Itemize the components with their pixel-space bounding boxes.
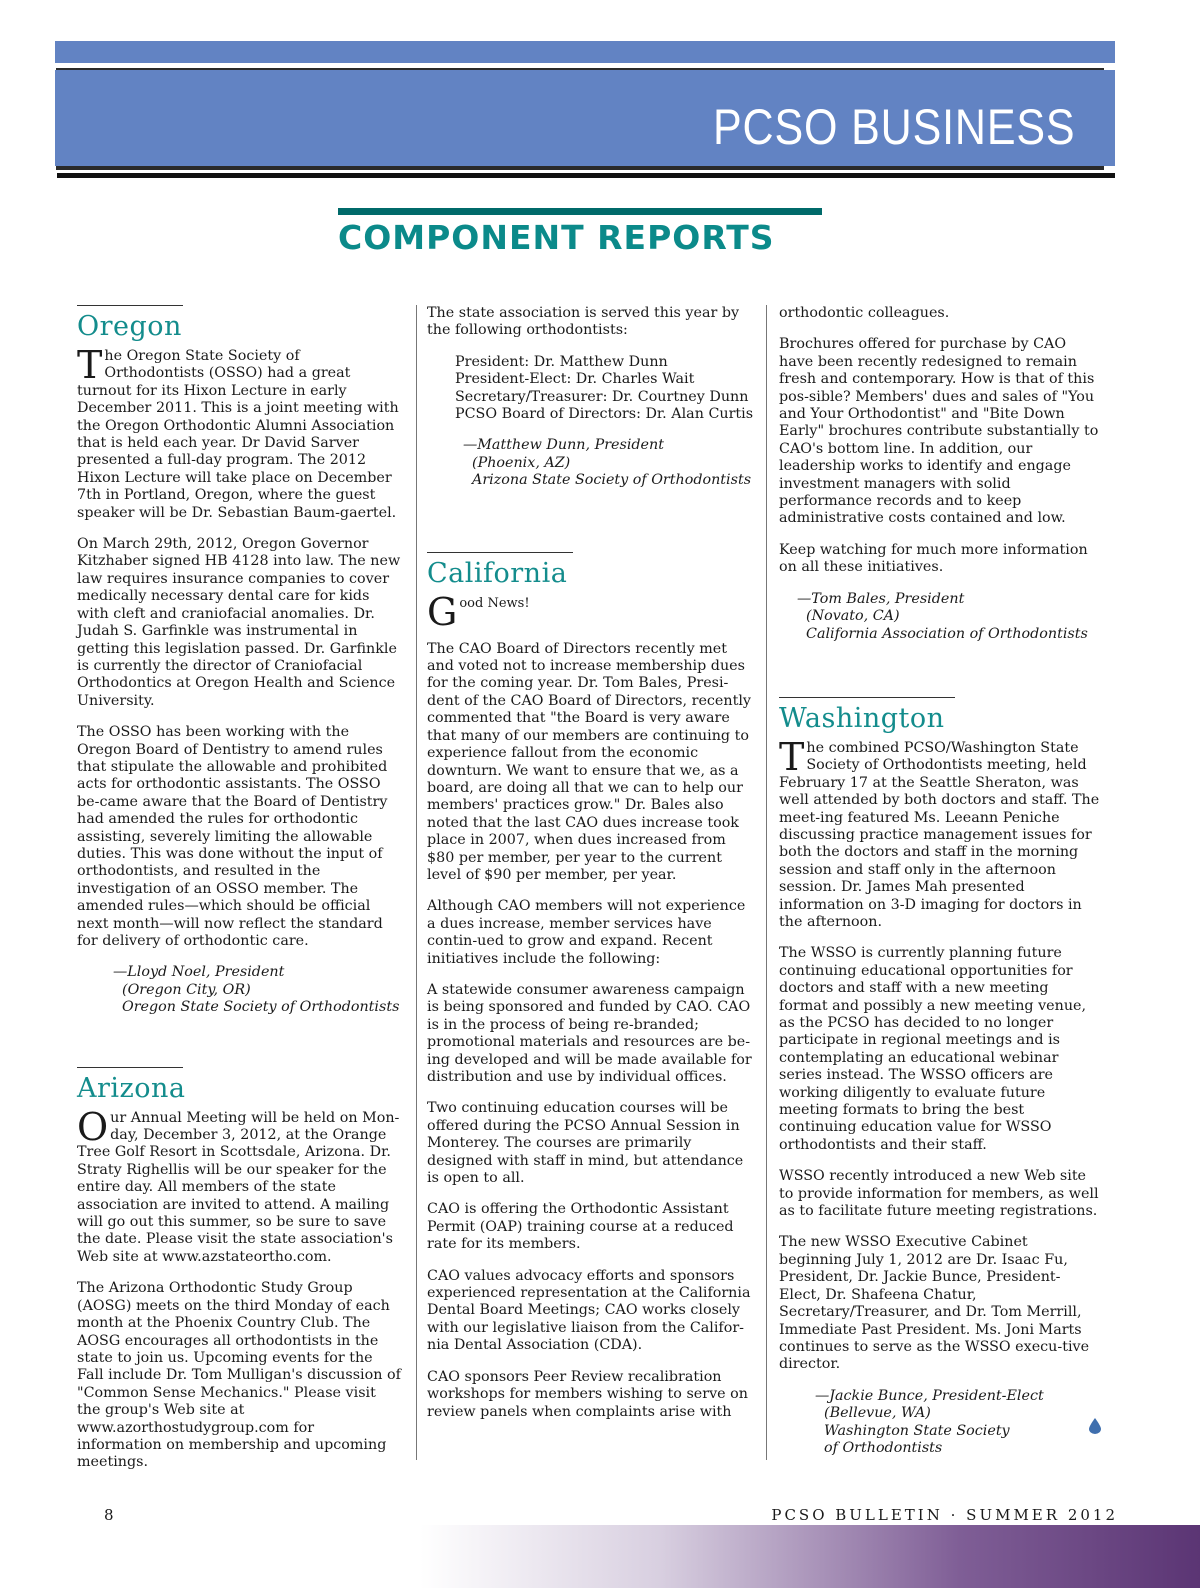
column-1 [77, 305, 403, 1486]
dropcap: T [77, 343, 103, 387]
column-2 [427, 305, 757, 1435]
heading-arizona: Arizona [77, 1072, 186, 1104]
header-rule [57, 173, 1115, 178]
heading-california: California [427, 557, 568, 589]
washington-paragraph: WSSO recently introduced a new Web site to provide information for members, as well as to facilitate future meeting registrations. [779, 1168, 1099, 1220]
header-title: PCSO BUSINESS [712, 99, 1075, 155]
california-paragraph: orthodontic colleagues. [779, 305, 950, 321]
heading-rule [779, 697, 955, 698]
california-paragraph: CAO values advocacy efforts and sponsors experienced representation at the California Dental Board Meetings; CAO works closely with our legislative liaison from the Califor-nia Dental Association (CDA). [427, 1267, 751, 1354]
oregon-paragraph: On March 29th, 2012, Oregon Governor Kitzhaber signed HB 4128 into law. The new law requires insurance companies to cover medically necessary dental care for kids with cleft and craniofacial anomalies. Dr. Judah S. Garfinkle was instrumental in getting this legislation passed. Dr. Garfinkle is currently the director of Craniofacial Orthodontics at Oregon Health and Science University. [77, 536, 401, 709]
header-band-top [55, 41, 1115, 63]
california-paragraph: Keep watching for much more information on all these initiatives. [779, 541, 1088, 576]
footer-gradient-bar [0, 1525, 1200, 1588]
heading-rule [427, 552, 573, 553]
california-paragraph: CAO is offering the Orthodontic Assistant Permit (OAP) training course at a reduced rate for its members. [427, 1201, 734, 1253]
oregon-paragraph: The Oregon State Society of Orthodontists (OSSO) had a great turnout for its Hixon Lecture in early December 2011. This is a joint meeting with the Oregon Orthodontic Alumni Association that is held each year. Dr David Sarver presented a full-day program. The 2012 Hixon Lecture will take place on December 7th in Portland, Oregon, where the guest speaker will be Dr. Sebastian Baum-gaertel. [77, 343, 399, 521]
california-paragraph: Brochures offered for purchase by CAO have been recently redesigned to remain fresh and contemporary. How is that of this pos-sible? Members' dues and sales of "You and Your Orthodontist" and "Bite Down Early" brochures contribute substantially to CAO's bottom line. In addition, our leadership works to identify and engage investment managers with solid performance records and to keep administrative costs contained and low. [779, 336, 1099, 527]
publication-footer: PCSO BULLETIN · SUMMER 2012 [771, 1506, 1118, 1524]
california-paragraph: CAO sponsors Peer Review recalibration workshops for members wishing to serve on review panels when complaints arise with [427, 1368, 748, 1420]
california-paragraph: A statewide consumer awareness campaign is being sponsored and funded by CAO. CAO is in the process of being re-branded; promotional materials and resources are be-ing developed and will be made available for distribution and use by individual offices. [427, 981, 752, 1085]
washington-paragraph: The WSSO is currently planning future continuing educational opportunities for doctors and staff with a new meeting format and possibly a new meeting venue, as the PCSO has decided to no longer participate in regional meetings and is contemplating an educational webinar series instead. The WSSO officers are working diligently to evaluate future meeting formats to bring the best continuing education value for WSSO orthodontists and their staff. [779, 945, 1087, 1153]
heading-rule [77, 305, 183, 306]
arizona-officers: President: Dr. Matthew Dunn President-Elect: Dr. Charles Wait Secretary/Treasurer: Dr. Courtney Dunn PCSO Board of Directors: Dr. Alan Curtis [455, 353, 754, 423]
oregon-paragraph: The OSSO has been working with the Oregon Board of Dentistry to amend rules that stipulate the allowable and prohibited acts for orthodontic assistants. The OSSO be-came aware that the Board of Dentistry had amended the rules for orthodontic assisting, severely limiting the allowable duties. This was done without the input of orthodontists, and resulted in the investigation of an OSSO member. The amended rules—which should be official next month—will now reflect the standard for delivery of orthodontic care. [77, 724, 388, 949]
dropcap: T [779, 734, 805, 779]
dropcap: G [427, 594, 458, 627]
arizona-paragraph: Our Annual Meeting will be held on Mon-day, December 3, 2012, at the Orange Tree Golf Resort in Scottsdale, Arizona. Dr. Straty Righellis will be our speaker for the entire day. All members of the state association are invited to attend. A mailing will go out this summer, so be sure to save the date. Please visit the state association's Web site at www.azstateortho.com. [77, 1104, 400, 1265]
california-paragraph: Good News! [427, 594, 530, 627]
california-signature: —Tom Bales, President (Novato, CA) California Association of Orthodontists [797, 590, 1088, 642]
heading-washington: Washington [779, 702, 945, 734]
arizona-paragraph: The Arizona Orthodontic Study Group (AOSG) meets on the third Monday of each month at the Phoenix Country Club. The AOSG encourages all orthodontists in the state to join us. Upcoming events for the Fall include Dr. Tom Mulligan's discussion of "Common Sense Mechanics." Please visit the group's Web site at www.azorthostudygroup.com for information on membership and upcoming meetings. [77, 1280, 401, 1471]
column-3 [779, 305, 1101, 1457]
header-banner [55, 70, 1115, 166]
page-number: 8 [104, 1506, 114, 1524]
heading-oregon: Oregon [77, 311, 182, 342]
california-paragraph: Although CAO members will not experience a dues increase, member services have contin-ued to grow and expand. Recent initiatives include the following: [427, 898, 746, 967]
arizona-paragraph: The state association is served this year by the following orthodontists: [427, 305, 740, 339]
droplet-icon [1089, 1418, 1101, 1434]
washington-paragraph: The combined PCSO/Washington State Society of Orthodontists meeting, held February 17 at the Seattle Sheraton, was well attended by both doctors and staff. The meet-ing featured Ms. Leeann Peniche discussing practice management issues for both the doctors and staff in the morning session and staff only in the afternoon session. Dr. James Mah presented information on 3-D imaging for doctors in the afternoon. [779, 734, 1100, 930]
california-paragraph: Two continuing education courses will be offered during the PCSO Annual Session in Monterey. The courses are primarily designed with staff in mind, but attendance is open to all. [427, 1100, 744, 1187]
column-divider [416, 305, 417, 1460]
column-divider [766, 305, 767, 1460]
washington-signature: —Jackie Bunce, President-Elect (Bellevue, WA) Washington State Society of Orthodontists [815, 1387, 1044, 1456]
washington-paragraph: The new WSSO Executive Cabinet beginning July 1, 2012 are Dr. Isaac Fu, President, Dr. Jackie Bunce, President-Elect, Dr. Shafeena Chatur, Secretary/Treasurer, and Dr. Tom Merrill, Immediate Past President. Ms. Joni Marts continues to serve as the WSSO execu-tive director. [779, 1234, 1090, 1373]
oregon-signature: —Lloyd Noel, President (Oregon City, OR) Oregon State Society of Orthodontists [113, 964, 400, 1016]
section-title: COMPONENT REPORTS [338, 218, 775, 257]
arizona-signature: —Matthew Dunn, President (Phoenix, AZ) Arizona State Society of Orthodontists [463, 437, 752, 489]
dropcap: O [77, 1104, 109, 1149]
heading-rule [77, 1067, 183, 1068]
california-paragraph: The CAO Board of Directors recently met and voted not to increase membership dues for the coming year. Dr. Tom Bales, Presi-dent of the CAO Board of Directors, recently commented that "the Board is very aware that many of our members are continuing to experience fallout from the economic downturn. We want to ensure that we, as a board, are doing all that we can to help our members' practices grow." Dr. Bales also noted that the last CAO dues increase took place in 2007, when dues increased from $80 per member, per year to the current level of $90 per member, per year. [427, 640, 751, 883]
section-title-bar [338, 208, 822, 215]
